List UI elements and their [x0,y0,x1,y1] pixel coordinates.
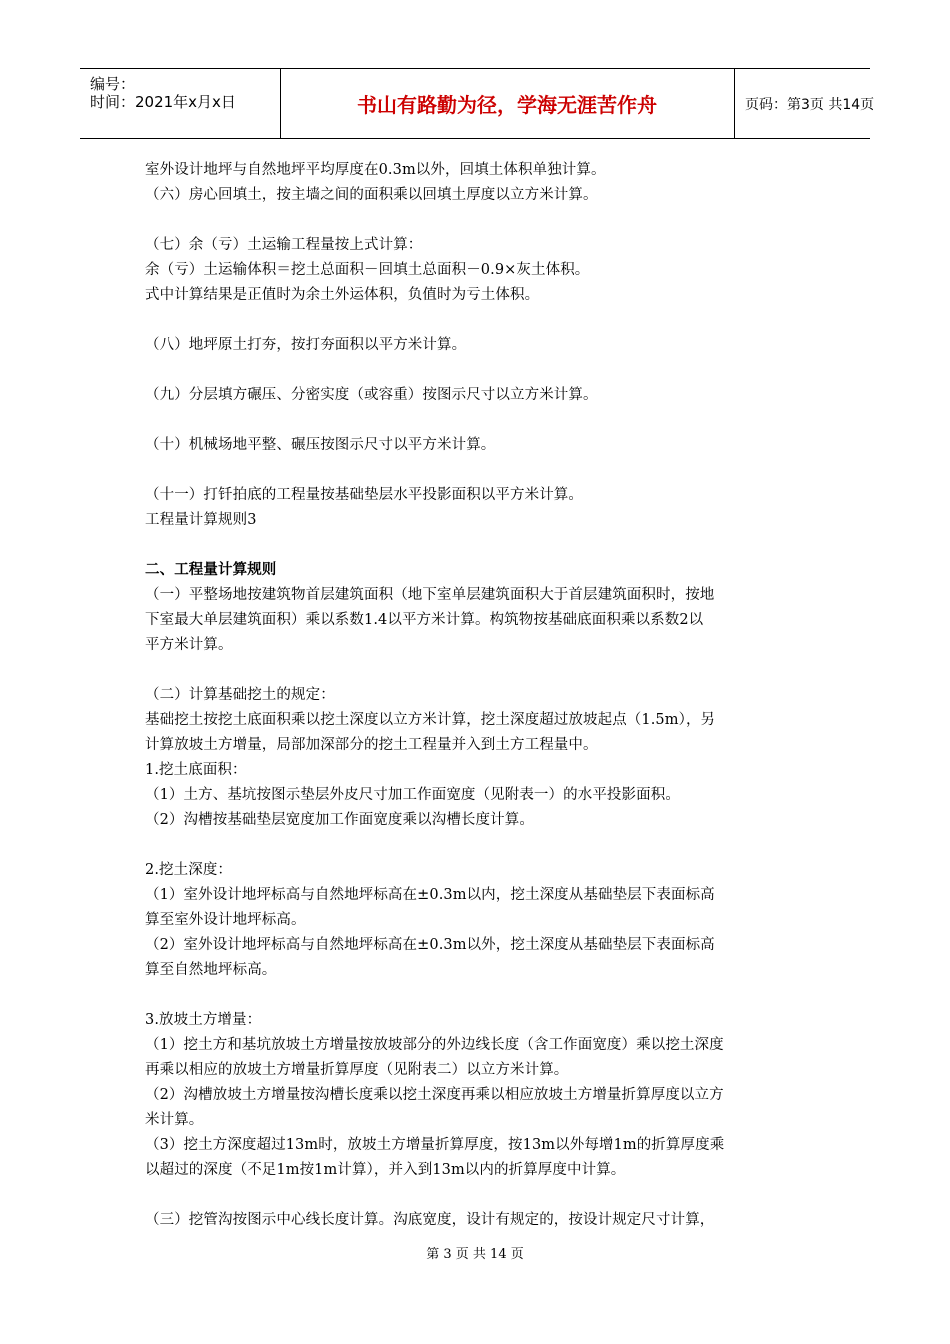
paragraph-line: （十一）打钎拍底的工程量按基础垫层水平投影面积以平方米计算。 [145,487,583,503]
paragraph-line: （1）挖土方和基坑放坡土方增量按放坡部分的外边线长度（含工作面宽度）乘以挖土深度 [145,1037,724,1053]
blank-line [145,458,810,483]
paragraph-line: （一）平整场地按建筑物首层建筑面积（地下室单层建筑面积大于首层建筑面积时，按地 [145,587,715,603]
paragraph-line: （2）沟槽按基础垫层宽度加工作面宽度乘以沟槽长度计算。 [145,812,534,828]
paragraph-line: （三）挖管沟按图示中心线长度计算。沟底宽度，设计有规定的，按设计规定尺寸计算， [145,1212,715,1228]
page-header [80,68,875,139]
paragraph-line: （十）机械场地平整、碾压按图示尺寸以平方米计算。 [145,437,496,453]
page-footer: 第 3 页 共 14 页 [426,1247,524,1262]
blank-line [145,358,810,383]
paragraph-line: （1）土方、基坑按图示垫层外皮尺寸加工作面宽度（见附表一）的水平投影面积。 [145,787,680,803]
blank-line [145,1183,810,1208]
paragraph-line: 基础挖土按挖土底面积乘以挖土深度以立方米计算，挖土深度超过放坡起点（1.5m），另 [145,712,716,728]
page-code: 页码：第3页 共14页 [745,96,875,113]
paragraph-line: 二、工程量计算规则 [145,562,277,578]
blank-line [145,408,810,433]
paragraph-line: （2）沟槽放坡土方增量按沟槽长度乘以挖土深度再乘以相应放坡土方增量折算厚度以立方 [145,1087,724,1103]
paragraph-line: 下室最大单层建筑面积）乘以系数1.4以平方米计算。构筑物按基础底面积乘以系数2以 [145,612,704,628]
date-line: 时间：2021年x月x日 [90,93,236,111]
paragraph-line: （九）分层填方碾压、分密实度（或容重）按图示尺寸以立方米计算。 [145,387,598,403]
paragraph-line: 以超过的深度（不足1m按1m计算），并入到13m以内的折算厚度中计算。 [145,1162,626,1178]
paragraph-line: （七）余（亏）土运输工程量按上式计算： [145,237,423,253]
document-body [145,158,810,1233]
blank-line [145,208,810,233]
paragraph-line: 算至自然地坪标高。 [145,962,277,978]
number-label: 编号： [90,75,136,93]
blank-line [145,308,810,333]
paragraph-line: 3.放坡土方增量： [145,1012,262,1028]
paragraph-line: （二）计算基础挖土的规定： [145,687,335,703]
paragraph-line: 室外设计地坪与自然地坪平均厚度在0.3m以外，回填土体积单独计算。 [145,162,606,178]
header-motto-cell [280,69,735,138]
blank-line [145,833,810,858]
paragraph-line: 米计算。 [145,1112,204,1128]
paragraph-line: （六）房心回填土，按主墙之间的面积乘以回填土厚度以立方米计算。 [145,187,598,203]
blank-line [145,533,810,558]
paragraph-line: 工程量计算规则3 [145,512,257,528]
paragraph-line: 2.挖土深度： [145,862,233,878]
blank-line [145,658,810,683]
paragraph-line: 算至室外设计地坪标高。 [145,912,306,928]
paragraph-line: （3）挖土方深度超过13m时，放坡土方增量折算厚度，按13m以外每增1m的折算厚度乘 [145,1137,725,1153]
header-info-cell [80,69,281,138]
motto-text: 书山有路勤为径，学海无涯苦作舟 [357,93,657,117]
paragraph-line: （1）室外设计地坪标高与自然地坪标高在±0.3m以内，挖土深度从基础垫层下表面标高 [145,887,715,903]
blank-line [145,983,810,1008]
paragraph-line: 再乘以相应的放坡土方增量折算厚度（见附表二）以立方米计算。 [145,1062,569,1078]
paragraph-line: 1.挖土底面积： [145,762,247,778]
paragraph-line: 平方米计算。 [145,637,233,653]
paragraph-line: （2）室外设计地坪标高与自然地坪标高在±0.3m以外，挖土深度从基础垫层下表面标高 [145,937,715,953]
paragraph-line: 式中计算结果是正值时为余土外运体积，负值时为亏土体积。 [145,287,540,303]
paragraph-line: 计算放坡土方增量，局部加深部分的挖土工程量并入到土方工程量中。 [145,737,598,753]
header-page-cell [735,69,875,138]
paragraph-line: 余（亏）土运输体积＝挖土总面积－回填土总面积－0.9×灰土体积。 [145,262,590,278]
paragraph-line: （八）地坪原土打夯，按打夯面积以平方米计算。 [145,337,467,353]
